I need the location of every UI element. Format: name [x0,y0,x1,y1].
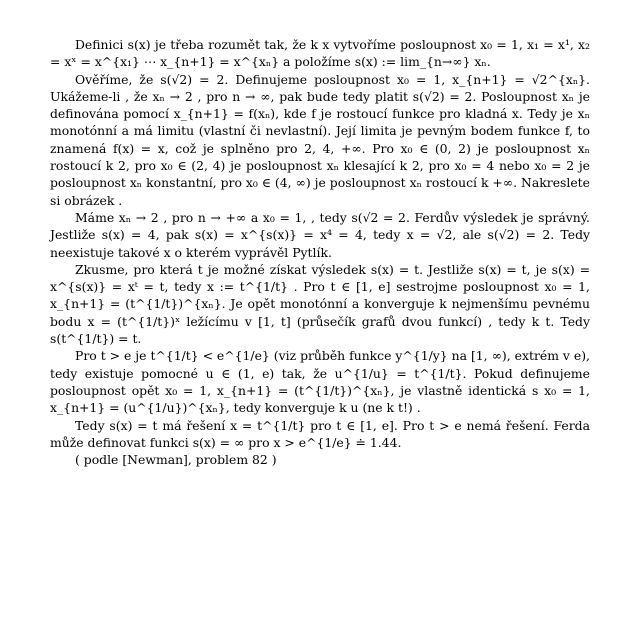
paragraph-conclusion: Tedy s(x) = t má řešení x = t^{1/t} pro t ∈ [1, e]. Pro t > e nemá řešení. Ferda může definovat funkci s(x) = ∞ pro x > e^{1/e} ≐ 1.44. [50,417,590,450]
paragraph-verification: Ověříme, že s(√2) = 2. Definujeme posloupnost x₀ = 1, x_{n+1} = √2^{xₙ}. Ukážeme-li , že xₙ → 2 , pro n → ∞, pak bude tedy platit s(√2) = 2. Posloupnost xₙ je definována pomocí x_{n+1} = f(xₙ), kde f je rostoucí funkce pro kladná x. Tedy je xₙ monotónní a má limitu (vlastní či nevlastní). Její limita je pevným bodem funkce f, to znamená f(x) = x, což je splněno pro 2, 4, +∞. Pro x₀ ∈ (0, 2) je posloupnost xₙ rostoucí k 2, pro x₀ ∈ (2, 4) je posloupnost xₙ klesající k 2, pro x₀ = 4 nebo x₀ = 2 je posloupnost xₙ konstantní, pro x₀ ∈ (4, ∞) je posloupnost xₙ rostoucí k +∞. Nakreslete si obrázek . [50,71,590,208]
document-body [50,36,590,468]
paragraph-ferda-result: Máme xₙ → 2 , pro n → +∞ a x₀ = 1, , tedy s(√2 = 2. Ferdův výsledek je správný. Jestliže s(x) = 4, pak s(x) = x^{s(x)} = x⁴ = 4, tedy x = √2, ale s(√2) = 2. Tedy neexistuje takové x o kterém vyprávěl Pytlík. [50,209,590,260]
source-note: ( podle [Newman], problem 82 ) [75,452,277,468]
paragraph-t-greater-e: Pro t > e je t^{1/t} < e^{1/e} (viz průběh funkce y^{1/y} na [1, ∞), extrém v e), tedy existuje pomocné u ∈ (1, e) tak, že u^{1/u} = t^{1/t}. Pokud definujeme posloupnost opět x₀ = 1, x_{n+1} = (t^{1/t})^{xₙ}, je vlastně identická s x₀ = 1, x_{n+1} = (u^{1/u})^{xₙ}, tedy konverguje k u (ne k t!) . [50,348,590,416]
paragraph-try-t: Zkusme, pro která t je možné získat výsledek s(x) = t. Jestliže s(x) = t, je s(x) = x^{s(x)} = xᵗ = t, tedy x := t^{1/t} . Pro t ∈ [1, e] sestrojme posloupnost x₀ = 1, x_{n+1} = (t^{1/t})^{xₙ}. Je opět monotónní a konverguje k nejmenšímu pevnému bodu x = (t^{1/t})ˣ ležícímu v [1, t] (průsečík grafů dvou funkcí) , tedy k t. Tedy s(t^{1/t}) = t. [50,261,590,347]
paragraph-definition: Definici s(x) je třeba rozumět tak, že k x vytvoříme posloupnost x₀ = 1, x₁ = x¹, x₂ = xˣ = x^{x₁} ⋯ x_{n+1} = x^{xₙ} a položíme s(x) := lim_{n→∞} xₙ. [50,37,590,70]
